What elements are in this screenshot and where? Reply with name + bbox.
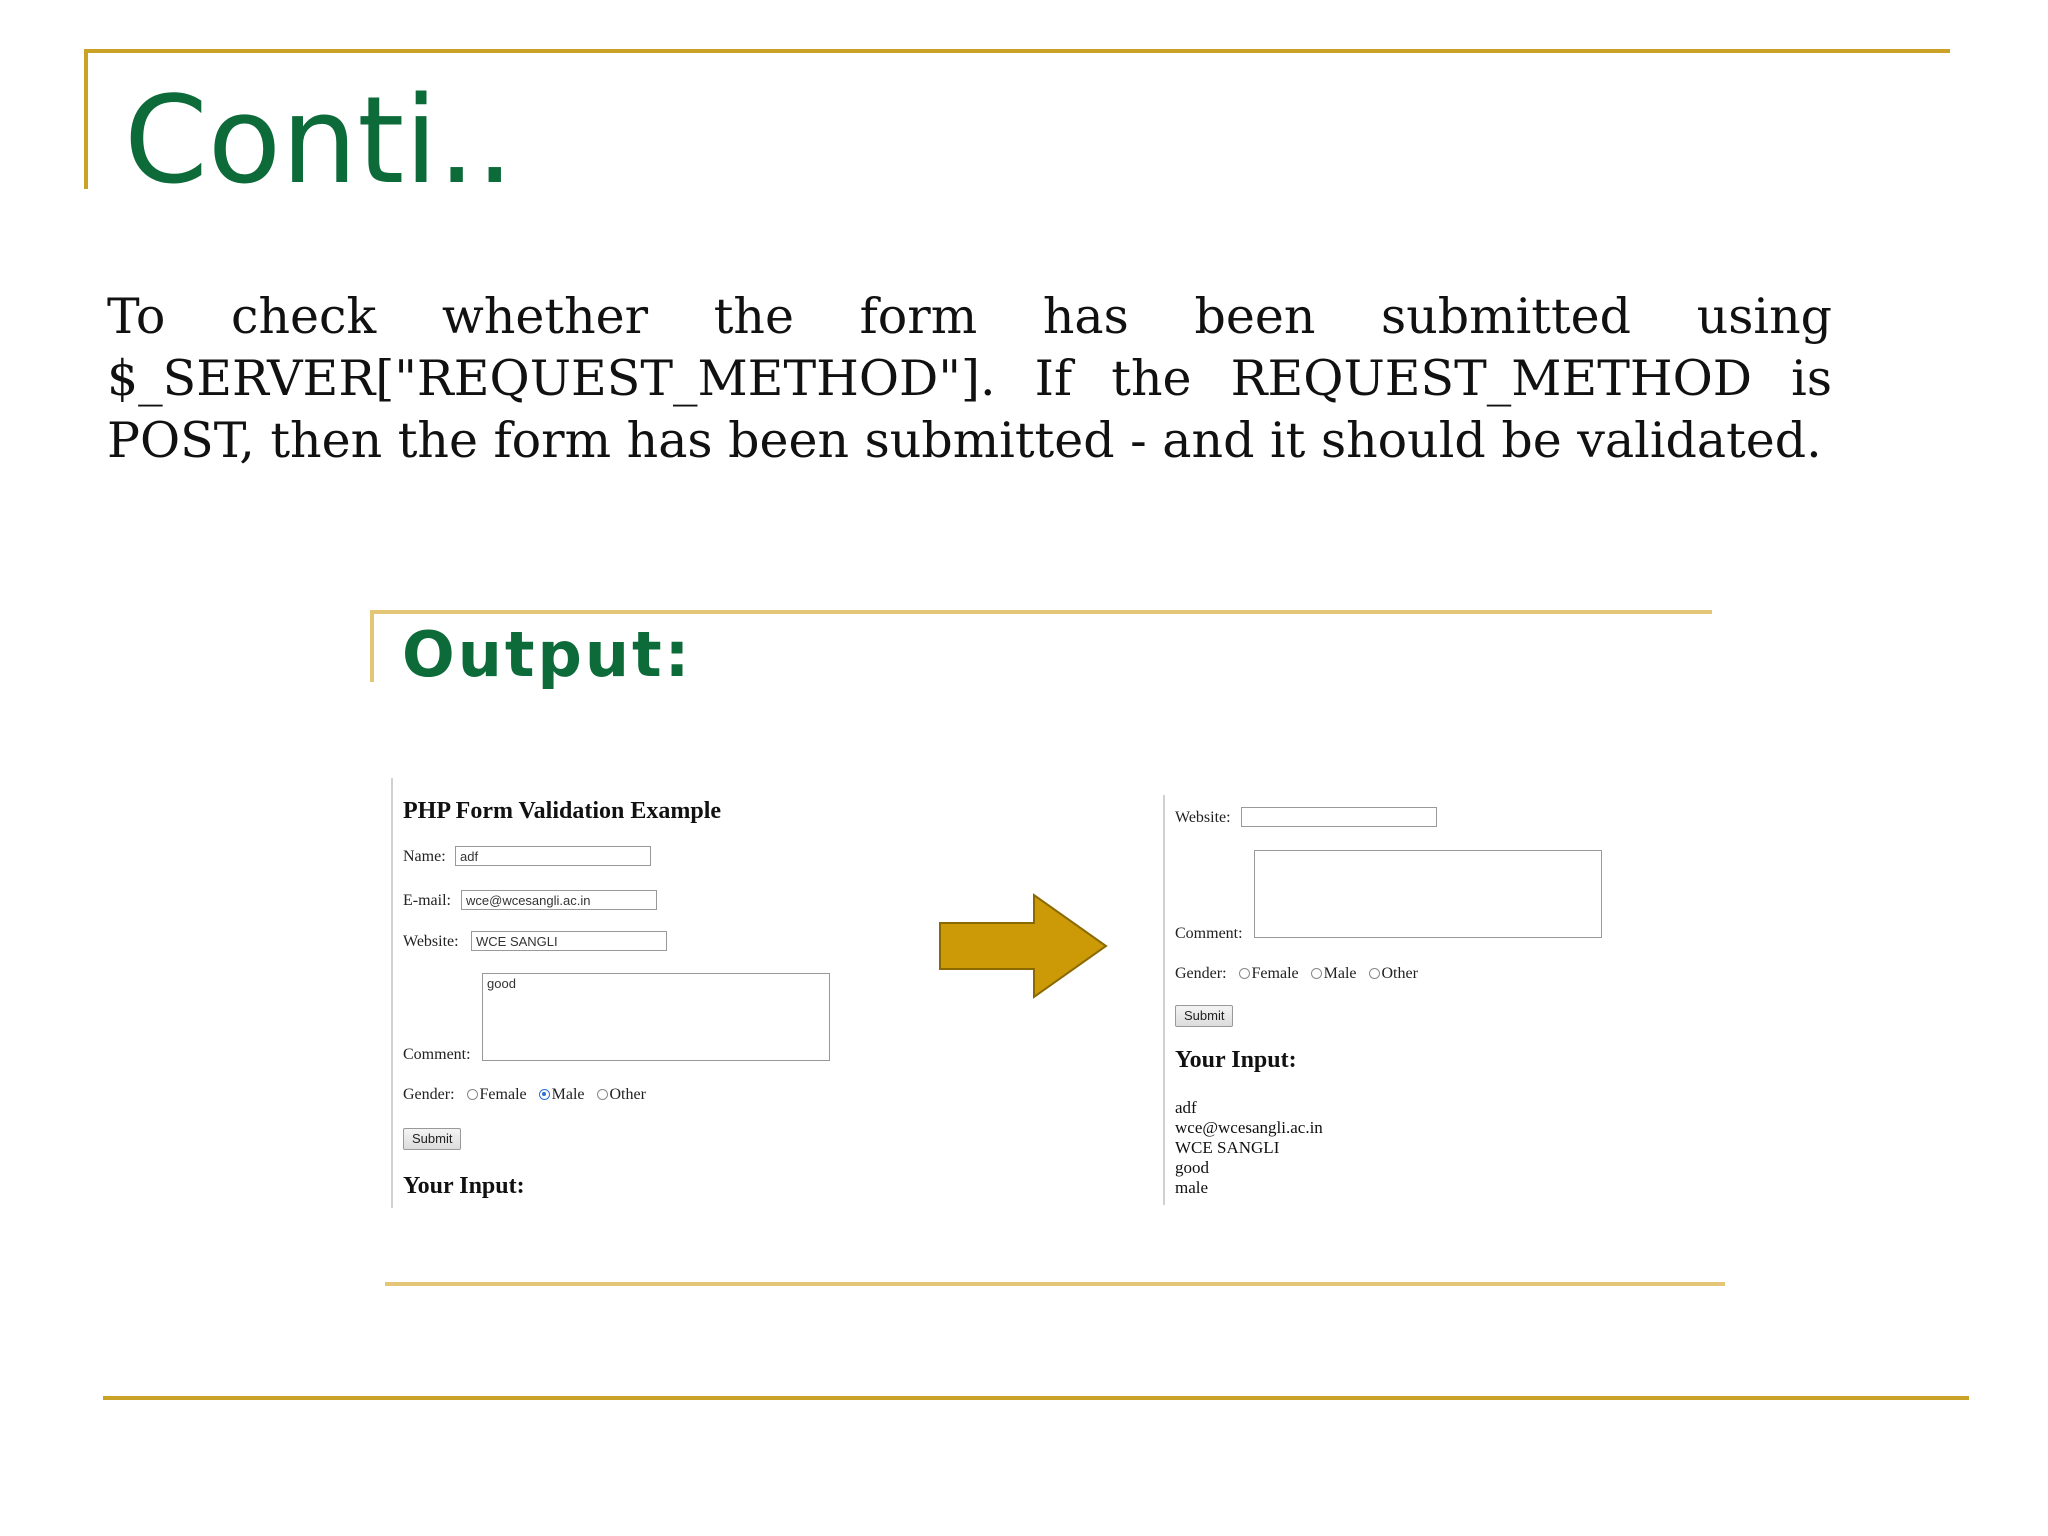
output-bottom-rule [385, 1282, 1725, 1286]
radio-female[interactable] [467, 1089, 478, 1100]
website-label: Website: [403, 933, 459, 950]
name-label: Name: [403, 848, 446, 865]
submit-button[interactable]: Submit [403, 1128, 461, 1150]
gender-option-female-after: Female [1251, 965, 1299, 982]
website-label-after: Website: [1175, 809, 1231, 826]
submitted-gender: male [1175, 1178, 1209, 1197]
slide-body-text: To check whether the form has been submitted using $_SERVER["REQUEST_METHOD"]. If the REQUEST_METHOD is POST, then the form has been submitted - and it should be validated. [107, 288, 1832, 469]
radio-male-after[interactable] [1311, 968, 1322, 979]
right-arrow-icon [938, 893, 1108, 999]
slide-left-rule [84, 49, 88, 189]
gender-label-after: Gender: [1175, 965, 1227, 982]
gender-label: Gender: [403, 1086, 455, 1103]
gender-group-after [1175, 965, 1418, 983]
gender-option-male-after: Male [1323, 965, 1357, 982]
radio-male[interactable] [539, 1089, 550, 1100]
output-title: Output: [402, 618, 693, 691]
website-field-after[interactable] [1241, 807, 1437, 827]
submitted-comment: good [1175, 1158, 1209, 1177]
gender-group [403, 1086, 646, 1104]
comment-label: Comment: [403, 1046, 471, 1063]
form-screenshot-before [391, 778, 853, 1208]
output-left-rule [370, 610, 374, 682]
gender-option-other-after: Other [1381, 965, 1418, 982]
submitted-name: adf [1175, 1098, 1197, 1117]
website-field[interactable]: WCE SANGLI [471, 931, 667, 951]
slide-top-rule [84, 49, 1950, 53]
output-top-rule [370, 610, 1712, 614]
submit-button-after[interactable]: Submit [1175, 1005, 1233, 1027]
radio-other[interactable] [597, 1089, 608, 1100]
form-heading: PHP Form Validation Example [403, 798, 722, 824]
your-input-heading: Your Input: [403, 1173, 525, 1199]
email-label: E-mail: [403, 892, 451, 909]
submitted-email: wce@wcesangli.ac.in [1175, 1118, 1323, 1137]
submitted-website: WCE SANGLI [1175, 1138, 1280, 1157]
gender-option-male: Male [551, 1086, 585, 1103]
radio-other-after[interactable] [1369, 968, 1380, 979]
form-screenshot-after [1163, 795, 1625, 1205]
gender-option-other: Other [609, 1086, 646, 1103]
comment-field-after[interactable] [1254, 850, 1602, 938]
slide-title: Conti.. [124, 72, 514, 211]
gender-option-female: Female [479, 1086, 527, 1103]
comment-label-after: Comment: [1175, 925, 1243, 942]
slide-bottom-rule [103, 1396, 1969, 1400]
comment-field[interactable]: good [482, 973, 830, 1061]
submitted-values-list [1175, 1098, 1323, 1198]
name-field[interactable]: adf [455, 846, 651, 866]
radio-female-after[interactable] [1239, 968, 1250, 979]
your-input-heading-after: Your Input: [1175, 1047, 1297, 1073]
email-field[interactable]: wce@wcesangli.ac.in [461, 890, 657, 910]
